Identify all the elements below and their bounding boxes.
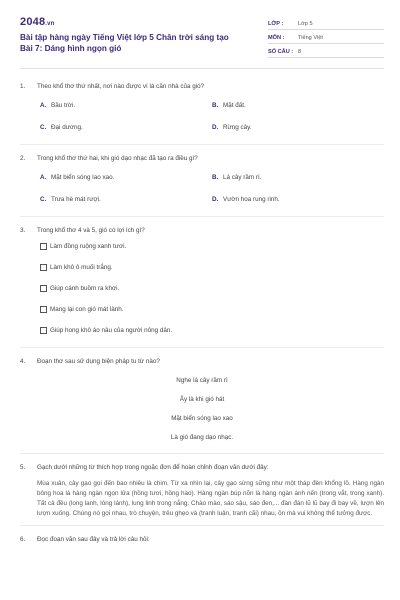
site-logo[interactable] bbox=[20, 16, 240, 28]
option-a[interactable] bbox=[40, 94, 212, 116]
meta-key: MÔN : bbox=[268, 35, 285, 41]
checkbox-option[interactable] bbox=[40, 236, 384, 257]
question-text: Đoạn thơ sau sử dụng biện pháp tu từ nào? bbox=[37, 358, 160, 365]
meta-value: Tiếng Việt bbox=[298, 35, 323, 41]
option-c[interactable] bbox=[40, 116, 212, 138]
question-header bbox=[20, 83, 384, 90]
header-divider bbox=[20, 68, 384, 69]
option-b[interactable] bbox=[212, 94, 384, 116]
meta-row-count bbox=[268, 44, 384, 58]
option-b[interactable] bbox=[212, 166, 384, 188]
checkbox-list bbox=[40, 236, 384, 341]
question-1 bbox=[20, 83, 384, 145]
question-text: Trong khổ thơ thứ hai, khi gió dạo nhạc đã tạo ra điều gì? bbox=[37, 155, 198, 162]
option-text: Giúp cánh buồm ra khơi. bbox=[50, 285, 120, 292]
option-c[interactable] bbox=[40, 188, 212, 210]
option-text: Bầu trời. bbox=[51, 101, 76, 109]
option-grid bbox=[40, 166, 384, 210]
question-number: 6. bbox=[20, 536, 26, 543]
question-number: 2. bbox=[20, 155, 26, 162]
question-number: 5. bbox=[20, 464, 26, 471]
question-separator bbox=[20, 216, 384, 217]
checkbox-icon[interactable] bbox=[40, 306, 47, 313]
question-text: Theo khổ thơ thứ nhất, nơi nào được ví là căn nhà của gió? bbox=[37, 83, 205, 90]
poem-line: Mặt biển sóng lao xao bbox=[171, 415, 233, 422]
option-label: A. bbox=[40, 173, 47, 181]
checkbox-icon[interactable] bbox=[40, 243, 47, 250]
checkbox-option[interactable] bbox=[40, 299, 384, 320]
meta-key: LỚP : bbox=[268, 21, 284, 27]
poem-line: Là gió đang dạo nhạc. bbox=[170, 434, 234, 441]
question-header bbox=[20, 536, 384, 543]
question-5 bbox=[20, 464, 384, 526]
checkbox-option[interactable] bbox=[40, 257, 384, 278]
checkbox-icon[interactable] bbox=[40, 327, 47, 334]
option-label: C. bbox=[40, 195, 47, 203]
meta-row-class bbox=[268, 16, 384, 30]
header-left bbox=[20, 16, 240, 58]
question-number: 3. bbox=[20, 227, 26, 234]
question-header bbox=[20, 358, 384, 365]
logo-sub: .vn bbox=[45, 21, 55, 27]
passage-paragraph: Mùa xuân, cây gạo gọi đến bao nhiêu là chim. Từ xa nhìn lại, cây gạo sừng sững như một tháp đèn khổng lồ. Hàng ngàn bông hoa là hàng ngàn ngọn lửa (hồng tươi, hồng hào). Hàng ngàn búp nõn là hàng ngàn ánh nến (trong vắt, trong xanh). Tất cả đều (long lanh, lóng lánh), lung linh trong nắng. Chào mào, sáo sậu, sáo đen,... đàn đàn lũ lũ bay đi bay về, lượn lên lượn xuống. Chúng nó gọi nhau, trò chuyện, trêu ghẹo và (tranh luận, tranh cãi) nhau, ồn mà vui không thể tưởng được. bbox=[37, 480, 384, 517]
option-text: Rừng cây. bbox=[223, 123, 252, 131]
checkbox-icon[interactable] bbox=[40, 285, 47, 292]
option-label: C. bbox=[40, 123, 47, 131]
option-text: Mang lại con gió mát lành. bbox=[50, 306, 124, 313]
option-text: Làm đồng ruộng xanh tươi. bbox=[50, 243, 127, 250]
option-a[interactable] bbox=[40, 166, 212, 188]
option-text: Giúp hong khô áo nâu của người nông dân. bbox=[50, 327, 173, 334]
checkbox-icon[interactable] bbox=[40, 264, 47, 271]
option-label: D. bbox=[212, 195, 219, 203]
question-3 bbox=[20, 227, 384, 348]
option-text: Lá cây rầm rì. bbox=[223, 173, 262, 181]
question-text: Trong khổ thơ 4 và 5, gió có lợi ích gì? bbox=[37, 227, 145, 234]
option-text: Đại dương. bbox=[51, 123, 83, 131]
question-2 bbox=[20, 155, 384, 217]
option-text: Mặt đất. bbox=[223, 101, 246, 109]
option-text: Làm khô ô muối trắng. bbox=[50, 264, 113, 271]
option-label: D. bbox=[212, 123, 219, 131]
question-number: 1. bbox=[20, 83, 26, 90]
question-separator bbox=[20, 347, 384, 348]
option-label: A. bbox=[40, 101, 47, 109]
meta-value: Lớp 5 bbox=[298, 21, 313, 27]
question-number: 4. bbox=[20, 358, 26, 365]
meta-row-subject bbox=[268, 30, 384, 44]
option-text: Vườn hoa rung rinh. bbox=[223, 195, 280, 203]
option-text: Mặt biển sóng lao xao. bbox=[51, 173, 115, 181]
question-text: Đọc đoạn văn sau đây và trả lời câu hỏi: bbox=[37, 536, 150, 543]
meta-value: 8 bbox=[298, 49, 302, 55]
option-text: Trưa hè mát rượi. bbox=[51, 195, 101, 203]
question-4 bbox=[20, 358, 384, 454]
meta-box bbox=[268, 16, 384, 58]
header bbox=[20, 0, 384, 58]
poem-line: Nghe lá cây rầm rì bbox=[176, 377, 228, 384]
question-separator bbox=[20, 525, 384, 526]
logo-main: 2048 bbox=[20, 16, 46, 28]
checkbox-option[interactable] bbox=[40, 278, 384, 299]
meta-key: SỐ CÂU : bbox=[268, 49, 294, 55]
question-separator bbox=[20, 453, 384, 454]
question-6 bbox=[20, 536, 384, 543]
question-header bbox=[20, 227, 384, 234]
option-label: B. bbox=[212, 101, 219, 109]
option-grid bbox=[40, 94, 384, 138]
question-separator bbox=[20, 144, 384, 145]
option-d[interactable] bbox=[212, 116, 384, 138]
page-title: Bài tập hàng ngày Tiếng Việt lớp 5 Chân trời sáng tạo Bài 7: Dáng hình ngọn gió bbox=[20, 33, 229, 53]
poem-excerpt bbox=[20, 371, 384, 447]
poem-line: Ấy là khi gió hát bbox=[179, 396, 225, 403]
question-text: Gạch dưới những từ thích hợp trong ngoặc đơn để hoàn chỉnh đoạn văn dưới đây: bbox=[37, 464, 269, 471]
option-d[interactable] bbox=[212, 188, 384, 210]
checkbox-option[interactable] bbox=[40, 320, 384, 341]
question-header bbox=[20, 464, 384, 471]
question-header bbox=[20, 155, 384, 162]
option-label: B. bbox=[212, 173, 219, 181]
